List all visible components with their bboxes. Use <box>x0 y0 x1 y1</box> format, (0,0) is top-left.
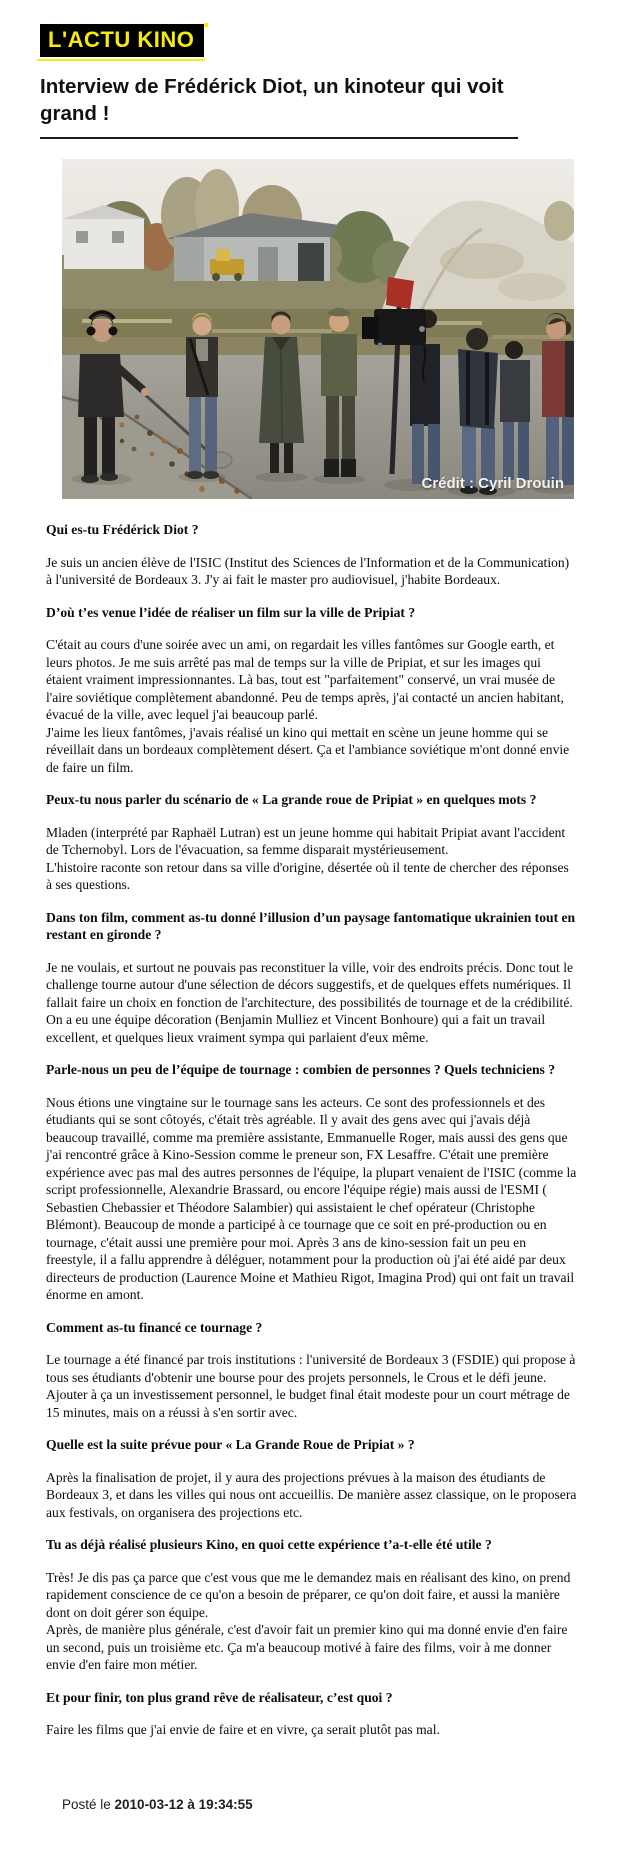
site-badge <box>40 24 204 57</box>
site-badge-wrap <box>40 24 629 57</box>
interview-question: Parle-nous un peu de l’équipe de tournage : combien de personnes ? Quels techniciens ? <box>46 1062 556 1078</box>
interview-answer: Je suis un ancien élève de l'ISIC (Institut des Sciences de l'Information et de la Communication) à l'université de Bordeaux 3. J'y ai fait le master pro audiovisuel, j'habite Bordeaux. <box>46 554 570 588</box>
crew-backs-figures <box>458 328 530 495</box>
article-title: Interview de Frédérick Diot, un kinoteur qui voit grand ! <box>40 73 518 139</box>
post-meta <box>62 1797 629 1812</box>
interview-question: Qui es-tu Frédérick Diot ? <box>46 522 199 538</box>
interview-body <box>46 521 578 1739</box>
interview-question: Comment as-tu financé ce tournage ? <box>46 1319 263 1335</box>
interview-question: Et pour finir, ton plus grand rêve de réalisateur, c’est quoi ? <box>46 1689 393 1705</box>
interview-answer: Mladen (interprété par Raphaël Lutran) est un jeune homme qui habitait Pripiat avant l'accident de Tchernobyl. Lors de l'évacuation, sa femme disparait mystérieusement. L'histoire raconte son retour dans sa ville d'origine, désertée où il tente de chercher des réponses à ses questions. <box>46 824 569 893</box>
interview-question: Peux-tu nous parler du scénario de « La grande roue de Pripiat » en quelques mots ? <box>46 792 537 808</box>
interview-answer: Après la finalisation de projet, il y aura des projections prévues à la maison des étudiants de Bordeaux 3, et dans les villes qui nous ont accueillis. De manière assez classique, on le proposera aux festivals, on organisera des projections etc. <box>46 1469 577 1520</box>
interview-answer: C'était au cours d'une soirée avec un ami, on regardait les villes fantômes sur Google earth, et leurs photos. Je me suis arrêté pas mal de temps sur la ville de Pripiat, et sur les images qui étaient vraiment impressionnantes. Là bas, tout est "parfaitement" conservé, un vrai musée de l'aire soviétique complètement abandonné. Peu de temps après, j'ai contacté un ancien habitant, évacué de la ville, avec lequel j'ai beaucoup parlé. J'aime les lieux fantômes, j'avais réalisé un kino qui mettait en scène un jeune homme qui se réveillait dans un bordeaux complètement désert. Ça et l'ambiance soviétique m'ont donné envie de faire un film. <box>46 637 570 775</box>
interview-question: Tu as déjà réalisé plusieurs Kino, en quoi cette expérience t’a-t-elle été utile ? <box>46 1537 492 1553</box>
interview-answer: Nous étions une vingtaine sur le tournage sans les acteurs. Ce sont des professionnels et des étudiants qui se sont côtoyés, c'était très agréable. Il y avait des gens avec qui j'avais déjà beaucoup travaillé, comme ma première assistante, Emmanuelle Roger, mais aussi des gens que j'ai rencontré grâce à Kino-Session comme le preneur son, FX Lesaffre. C'était une première expérience avec pas mal des autres personnes de l'équipe, la plupart venaient de l'ISIC (comme la script professionnelle, Alexandrie Brassard, ou encore l'équipe régie) mais aussi de l'ESMI ( Sebastien Chebassier et Théodore Salambier) qui assistaient le chef opérateur (Christophe Blémont). Beaucoup de monde a participé à ce tournage que ce soit en pré-production ou en tournage, c'était aussi une première pour moi. Après 3 ans de kino-session fait un peu en freestyle, il a fallu apprendre à déléguer, notamment pour la production où j'ai été aidé par deux directeurs de production (Laurence Moine et Mathieu Rigot, Imagina Prod) qui ont fait un travail énorme en amont. <box>46 1094 577 1303</box>
post-meta-prefix: Posté le <box>62 1796 115 1812</box>
interview-answer: Très! Je dis pas ça parce que c'est vous que me le demandez mais en réalisant des kino, on prend rapidement conscience de ce qu'on a besoin de préparer, ce qu'on doit faire, et aussi la manière dont on doit gérer son équipe. Après, de manière plus générale, c'est d'avoir fait un premier kino qui ma donné envie d'en faire un second, puis un troisième etc. Ça m'a beaucoup motivé à faire des films, voir à me donner envie d'en faire mon métier. <box>46 1569 571 1673</box>
interview-question: Quelle est la suite prévue pour « La Grande Roue de Pripiat » ? <box>46 1437 415 1453</box>
interview-question: D’où t’es venue l’idée de réaliser un film sur la ville de Pripiat ? <box>46 604 416 620</box>
interview-question: Dans ton film, comment as-tu donné l’illusion d’un paysage fantomatique ukrainien tout en restant en gironde ? <box>46 909 576 943</box>
article-photo <box>62 159 574 499</box>
film-crew-photo-illustration <box>62 159 574 499</box>
photo-credit: Crédit : Cyril Drouin <box>421 475 564 493</box>
post-meta-datetime: 2010-03-12 à 19:34:55 <box>114 1796 253 1812</box>
interview-answer: Faire les films que j'ai envie de faire et en vivre, ça serait plutôt pas mal. <box>46 1722 440 1738</box>
interview-answer: Le tournage a été financé par trois institutions : l'université de Bordeaux 3 (FSDIE) qui propose à tous ses étudiants d'obtenir une bourse pour des projets personnels, le Crous et le défi jeune. Ajouter à ça un investissement personnel, le budget final était modeste pour un court métrage de 15 minutes, mais on a réussi à s'en sortir avec. <box>46 1352 576 1420</box>
site-badge-label: L'ACTU KINO <box>48 27 195 52</box>
interview-answer: Je ne voulais, et surtout ne pouvais pas reconstituer la ville, voir des endroits précis. Donc tout le challenge tourne autour d'une sélection de décors suggestifs, et de quelques effets numériques. Il fallait faire un choix en fonction de l'architecture, des possibilités de tournage et de la crédibilité. On a eu une équipe décoration (Benjamin Mulliez et Vincent Bonhoure) qui a fait un travail excellent, et quelques lieux vraiment sympa qui parlaient d'eux même. <box>46 959 574 1045</box>
